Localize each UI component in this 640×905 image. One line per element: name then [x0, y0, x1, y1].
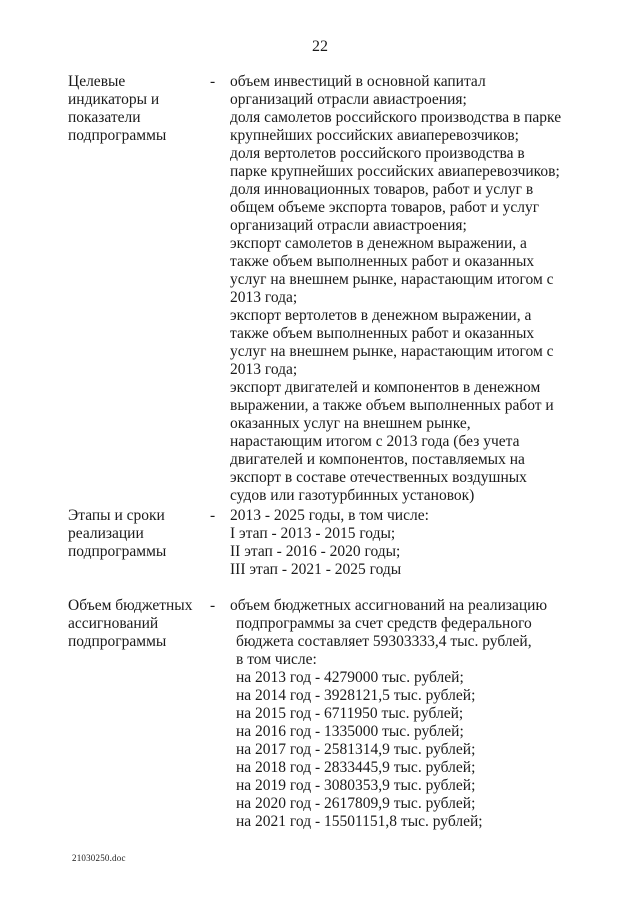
label-line: Целевые [68, 73, 126, 90]
content-line: на 2015 год - 6711950 тыс. рублей; [236, 705, 464, 722]
content-line: 2013 - 2025 годы, в том числе: [230, 507, 429, 524]
label-line: подпрограммы [68, 543, 167, 560]
content-line: также объем выполненных работ и оказанных [230, 325, 535, 342]
content-line: услуг на внешнем рынке, нарастающим итогом с [230, 343, 554, 360]
content-line: также объем выполненных работ и оказанных [230, 253, 535, 270]
section-dash: - [210, 507, 216, 524]
content-line: объем инвестиций в основной капитал [230, 73, 486, 90]
content-line: на 2017 год - 2581314,9 тыс. рублей; [236, 741, 476, 758]
section-label [68, 597, 208, 651]
label-line: реализации [68, 525, 144, 542]
content-line: в том числе: [236, 651, 317, 668]
content-line: III этап - 2021 - 2025 годы [230, 561, 402, 578]
content-line: нарастающим итогом с 2013 года (без учета [230, 433, 520, 450]
content-line: II этап - 2016 - 2020 годы; [230, 543, 401, 560]
content-line: 2013 года; [230, 361, 298, 378]
content-line: на 2014 год - 3928121,5 тыс. рублей; [236, 687, 476, 704]
label-line: Этапы и сроки [68, 507, 165, 524]
content-line: доля инновационных товаров, работ и услуг в [230, 181, 534, 198]
content-line: 2013 года; [230, 289, 298, 306]
section-content [230, 507, 610, 579]
content-line: бюджета составляет 59303333,4 тыс. рублей, [236, 633, 532, 650]
content-line: оказанных услуг на внешнем рынке, [230, 415, 471, 432]
content-line: объем бюджетных ассигнований на реализацию [230, 597, 548, 614]
label-line: подпрограммы [68, 127, 167, 144]
section-label [68, 507, 208, 561]
content-line: на 2018 год - 2833445,9 тыс. рублей; [236, 759, 476, 776]
content-line: доля самолетов российского производства в парке [230, 109, 562, 126]
content-line: экспорт в составе отечественных воздушных [230, 469, 527, 486]
label-line: подпрограммы [68, 633, 167, 650]
section-content [230, 597, 610, 831]
content-line: организаций отрасли авиастроения; [230, 217, 467, 234]
content-line: подпрограммы за счет средств федерального [236, 615, 532, 632]
content-line: крупнейших российских авиаперевозчиков; [230, 127, 519, 144]
content-line: на 2021 год - 15501151,8 тыс. рублей; [236, 813, 483, 830]
label-line: индикаторы и [68, 91, 160, 108]
label-line: ассигнований [68, 615, 159, 632]
content-line: общем объеме экспорта товаров, работ и услуг [230, 199, 540, 216]
label-line: Объем бюджетных [68, 597, 193, 614]
section-dash: - [210, 597, 216, 614]
content-line: услуг на внешнем рынке, нарастающим итогом с [230, 271, 554, 288]
content-line: на 2019 год - 3080353,9 тыс. рублей; [236, 777, 476, 794]
content-line: экспорт двигателей и компонентов в денежном [230, 379, 541, 396]
content-line: на 2020 год - 2617809,9 тыс. рублей; [236, 795, 476, 812]
content-line: на 2016 год - 1335000 тыс. рублей; [236, 723, 464, 740]
content-line: организаций отрасли авиастроения; [230, 91, 467, 108]
section-dash: - [210, 73, 216, 90]
content-line: экспорт вертолетов в денежном выражении, а [230, 307, 532, 324]
content-line: двигателей и компонентов, поставляемых на [230, 451, 525, 468]
section-label [68, 73, 208, 145]
content-line: экспорт самолетов в денежном выражении, а [230, 235, 527, 252]
content-line: парке крупнейших российских авиаперевозчиков; [230, 163, 560, 180]
section-content [230, 73, 610, 505]
content-line: I этап - 2013 - 2015 годы; [230, 525, 396, 542]
document-filename: 21030250.doc [72, 853, 126, 863]
content-line: доля вертолетов российского производства в [230, 145, 525, 162]
content-line: судов или газотурбинных установок) [230, 487, 475, 504]
page-number: 22 [312, 38, 328, 55]
content-line: на 2013 год - 4279000 тыс. рублей; [236, 669, 464, 686]
content-line: выражении, а также объем выполненных работ и [230, 397, 554, 414]
label-line: показатели [68, 109, 141, 126]
